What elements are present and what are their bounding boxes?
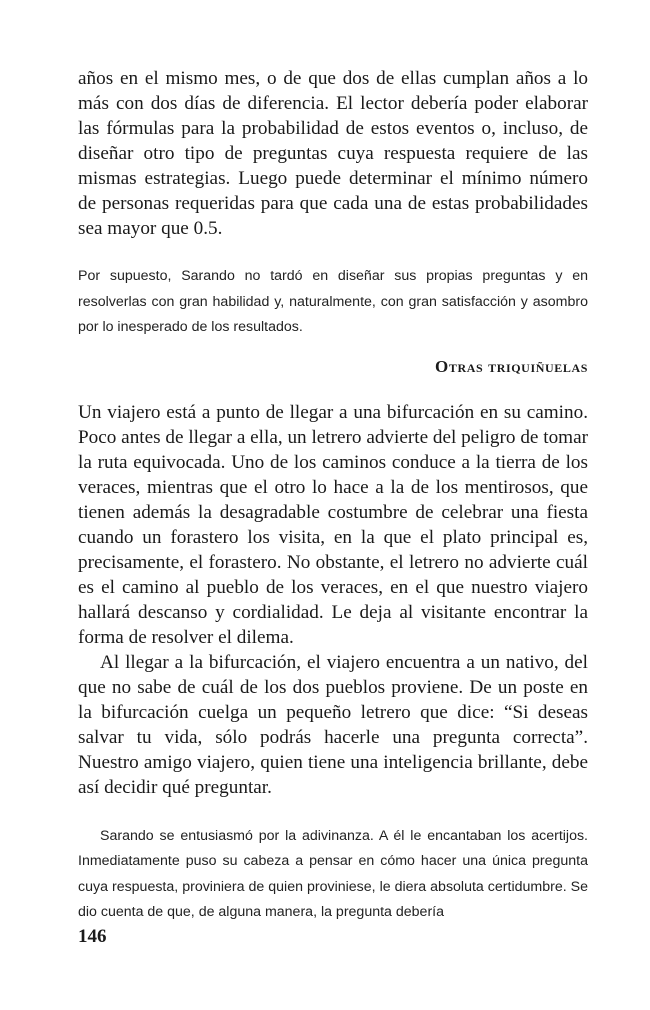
aside-paragraph: Sarando se entusiasmó por la adivinanza. A él le encantaban los acertijos. Inmediatamente puso su cabeza a pensar en cómo hacer una única pregunta cuya respuesta, proviniera de quien proviniese, le diera absoluta certidumbre. Se dio cuenta de que, de alguna manera, la pregunta debería	[78, 827, 588, 920]
page-body	[78, 66, 588, 926]
section-title: Otras triquiñuelas	[435, 356, 588, 376]
body-paragraph: Al llegar a la bifurcación, el viajero encuentra a un nativo, del que no sabe de cuál de los dos pueblos proviene. De un poste en la bifurcación cuelga un pequeño letrero que dice: “Si deseas salvar tu vida, sólo podrás hacerle una pregunta correcta”. Nuestro amigo viajero, quien tiene una inteligencia brillante, debe así decidir qué preguntar.	[78, 651, 588, 798]
body-paragraph: años en el mismo mes, o de que dos de ellas cumplan años a lo más con dos días de diferencia. El lector debería poder elaborar las fórmulas para la probabilidad de estos eventos o, incluso, de diseñar otro tipo de preguntas cuya respuesta requiere de las mismas estrategias. Luego puede determinar el mínimo número de personas requeridas para que cada una de estas probabilidades sea mayor que 0.5.	[78, 68, 588, 239]
page-number: 146	[78, 926, 107, 947]
body-paragraph: Un viajero está a punto de llegar a una bifurcación en su camino. Poco antes de llegar a ella, un letrero advierte del peligro de tomar la ruta equivocada. Uno de los caminos conduce a la tierra de los veraces, mientras que el otro lo hace a la de los mentirosos, que tienen además la desagradable costumbre de celebrar una fiesta cuando un forastero los visita, en la que el plato principal es, precisamente, el forastero. No obstante, el letrero no advierte cuál es el camino al pueblo de los veraces, en el que nuestro viajero hallará descanso y cordialidad. Le deja al visitante encontrar la forma de resolver el dilema.	[78, 401, 588, 648]
aside-paragraph: Por supuesto, Sarando no tardó en diseñar sus propias preguntas y en resolverlas con gran habilidad y, naturalmente, con gran satisfacción y asombro por lo inesperado de los resultados.	[78, 268, 588, 335]
